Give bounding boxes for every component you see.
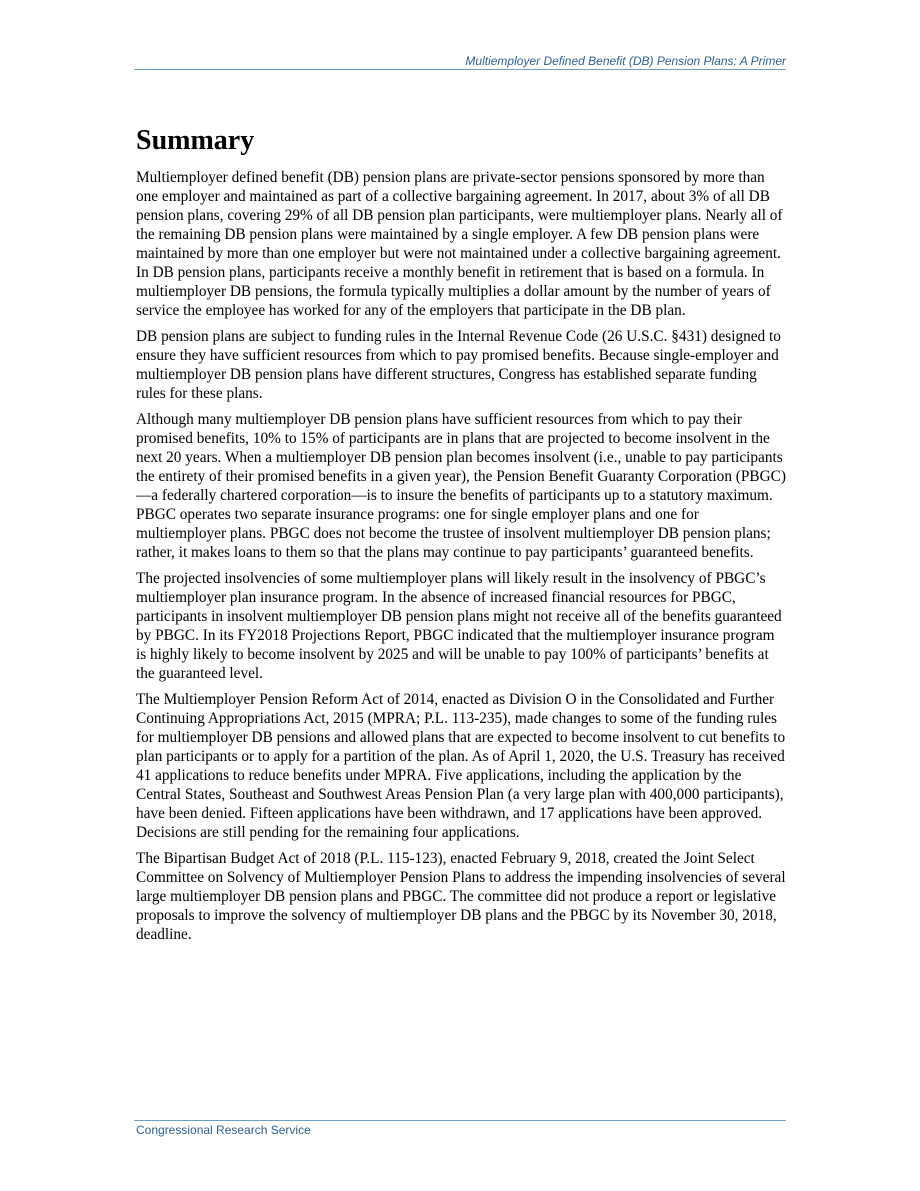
running-header-title: Multiemployer Defined Benefit (DB) Pension Plans: A Primer — [465, 54, 786, 68]
section-title: Summary — [136, 125, 255, 156]
summary-paragraph: Multiemployer defined benefit (DB) pension plans are private-sector pensions sponsored by more than one employer and maintained as part of a collective bargaining agreement. In 2017, about 3% of all DB pension plans, covering 29% of all DB pension plan participants, were multiemployer plans. Nearly all of the remaining DB pension plans were maintained by a single employer. A few DB pension plans were maintained by more than one employer but were not maintained under a collective bargaining agreement. In DB pension plans, participants receive a monthly benefit in retirement that is based on a formula. In multiemployer DB pensions, the formula typically multiplies a dollar amount by the number of years of service the employee has worked for any of the employers that participate in the DB plan. — [136, 169, 783, 319]
footer-organization: Congressional Research Service — [136, 1123, 311, 1137]
summary-paragraph: DB pension plans are subject to funding rules in the Internal Revenue Code (26 U.S.C. §431) designed to ensure they have sufficient resources from which to pay promised benefits. Because single-employer and multiemployer DB pension plans have different structures, Congress has established separate funding rules for these plans. — [136, 328, 781, 402]
footer-divider — [134, 1120, 786, 1121]
summary-paragraph: The Multiemployer Pension Reform Act of 2014, enacted as Division O in the Consolidated and Further Continuing Appropriations Act, 2015 (MPRA; P.L. 113-235), made changes to some of the funding rules for multiemployer DB pensions and allowed plans that are expected to become insolvent to cut benefits to plan participants or to apply for a partition of the plan. As of April 1, 2020, the U.S. Treasury has received 41 applications to reduce benefits under MPRA. Five applications, including the application by the Central States, Southeast and Southwest Areas Pension Plan (a very large plan with 400,000 participants), have been denied. Fifteen applications have been withdrawn, and 17 applications have been approved. Decisions are still pending for the remaining four applications. — [136, 691, 786, 841]
summary-paragraph: The projected insolvencies of some multiemployer plans will likely result in the insolvency of PBGC’s multiemployer plan insurance program. In the absence of increased financial resources for PBGC, participants in insolvent multiemployer DB pension plans might not receive all of the benefits guaranteed by PBGC. In its FY2018 Projections Report, PBGC indicated that the multiemployer insurance program is highly likely to become insolvent by 2025 and will be unable to pay 100% of participants’ benefits at the guaranteed level. — [136, 570, 782, 682]
summary-paragraph: The Bipartisan Budget Act of 2018 (P.L. 115-123), enacted February 9, 2018, created the Joint Select Committee on Solvency of Multiemployer Pension Plans to address the impending insolvencies of several large multiemployer DB pension plans and PBGC. The committee did not produce a report or legislative proposals to improve the solvency of multiemployer DB plans and the PBGC by its November 30, 2018, deadline. — [136, 850, 786, 943]
header-divider — [134, 69, 786, 70]
summary-body — [136, 168, 787, 951]
summary-paragraph: Although many multiemployer DB pension plans have sufficient resources from which to pay their promised benefits, 10% to 15% of participants are in plans that are projected to become insolvent in the next 20 years. When a multiemployer DB pension plan becomes insolvent (i.e., unable to pay participants the entirety of their promised benefits in a given year), the Pension Benefit Guaranty Corporation (PBGC)—a federally chartered corporation—is to insure the benefits of participants up to a statutory maximum. PBGC operates two separate insurance programs: one for single employer plans and one for multiemployer plans. PBGC does not become the trustee of insolvent multiemployer DB pension plans; rather, it makes loans to them so that the plans may continue to pay participants’ guaranteed benefits. — [136, 411, 786, 561]
